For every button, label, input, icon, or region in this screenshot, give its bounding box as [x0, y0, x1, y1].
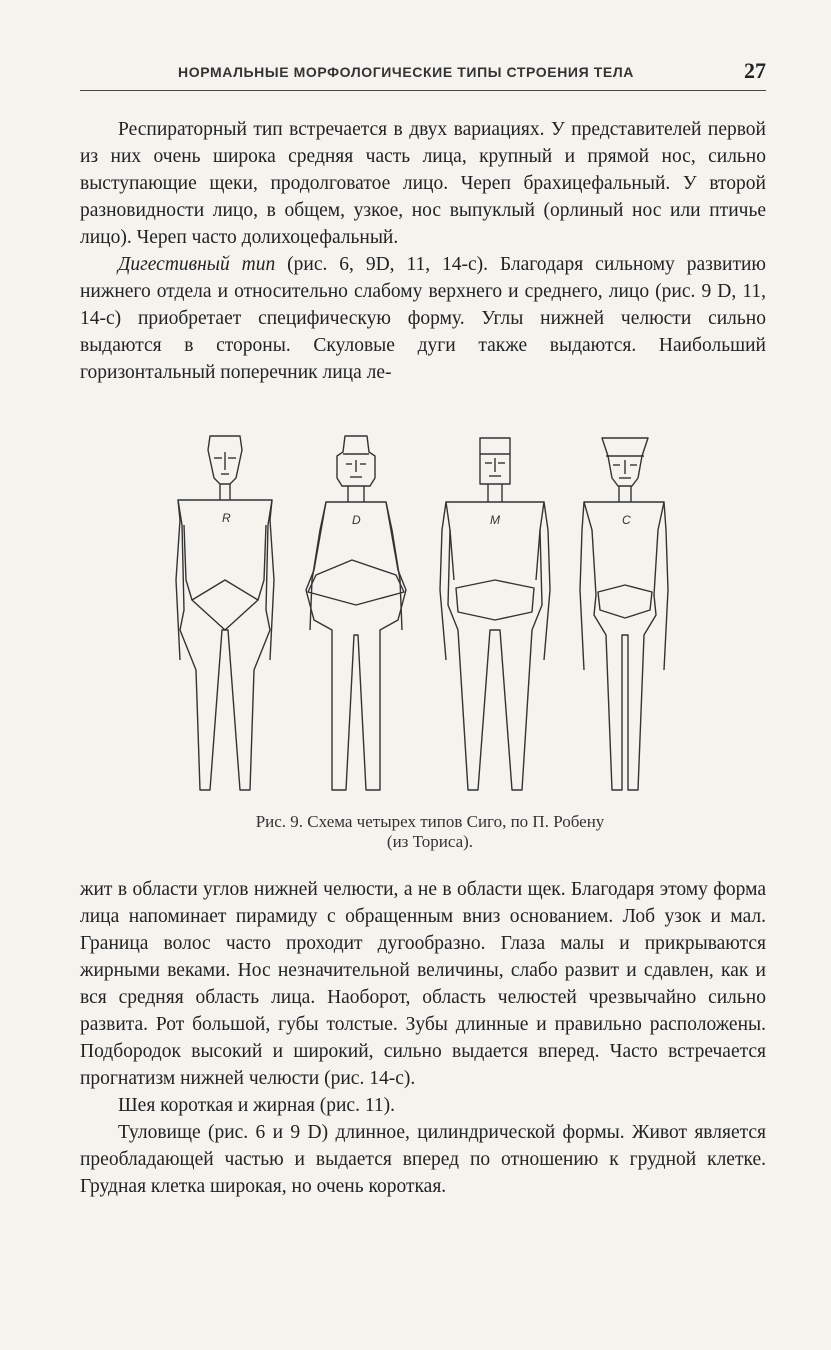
paragraph-torso: Туловище (рис. 6 и 9 D) длинное, цилиндрической формы. Живот является преобладающей частью и выдается вперед по отношению к грудной клетке. Грудная клетка широкая, но очень короткая. [80, 1122, 766, 1197]
paragraph-digestive-text: (рис. 6, 9D, 11, 14-c). Благодаря сильному развитию нижнего отдела и относительно слабому верхнего и среднего, лицо (рис. 9 D, 11, 14-c) приобретает специфическую форму. Углы нижней челюсти сильно выдаются в стороны. Скуловые дуги также выдаются. Наибольший горизонтальный поперечник лица ле- [80, 254, 766, 383]
term-digestive-type: Дигестивный тип [118, 254, 276, 275]
figure-label-d: D [352, 513, 361, 527]
paragraph-digestive [80, 251, 766, 386]
body-types-diagram [170, 430, 680, 800]
caption-line-1: Рис. 9. Схема четырех типов Сиго, по П. Робену [255, 812, 605, 831]
figure-respiratory [176, 436, 274, 790]
paragraph-face-continued: жит в области углов нижней челюсти, а не в области щек. Благодаря этому форма лица напоминает пирамиду с обращенным вниз основанием. Лоб узок и мал. Граница волос часто проходит дугообразно. Глаза малы и прикрываются жирными веками. Нос незначительной величины, слабо развит и сдавлен, как и вся средняя область лица. Наоборот, область челюстей чрезвычайно сильно развита. Рот большой, губы толстые. Зубы длинные и правильно расположены. Подбородок высокий и широкий, сильно выдается вперед. Часто встречается прогнатизм нижней челюсти (рис. 14-c). [80, 879, 766, 1089]
figure-caption [150, 812, 710, 852]
paragraph-neck: Шея короткая и жирная (рис. 11). [118, 1095, 395, 1116]
figure-four-types [170, 430, 680, 800]
figure-muscular [440, 438, 550, 790]
running-head: НОРМАЛЬНЫЕ МОРФОЛОГИЧЕСКИЕ ТИПЫ СТРОЕНИЯ ТЕЛА [178, 64, 634, 80]
lower-text-block [80, 876, 766, 1200]
figure-label-m: M [490, 513, 500, 527]
page-header [80, 60, 766, 91]
figure-digestive [306, 436, 406, 790]
figure-label-c: C [622, 513, 631, 527]
page-number: 27 [744, 58, 766, 83]
paragraph-respiratory: Респираторный тип встречается в двух вариациях. У представителей первой из них очень широка средняя часть лица, крупный и прямой нос, сильно выступающие щеки, продолговатое лицо. Череп брахицефальный. У второй разновидности лицо, в общем, узкое, нос выпуклый (орлиный нос или птичье лицо). Череп часто долихоцефальный. [80, 119, 766, 248]
figure-label-r: R [222, 511, 231, 525]
figure-cerebral [580, 438, 668, 790]
caption-line-2: (из Ториса). [386, 832, 474, 851]
upper-text-block [80, 116, 766, 386]
